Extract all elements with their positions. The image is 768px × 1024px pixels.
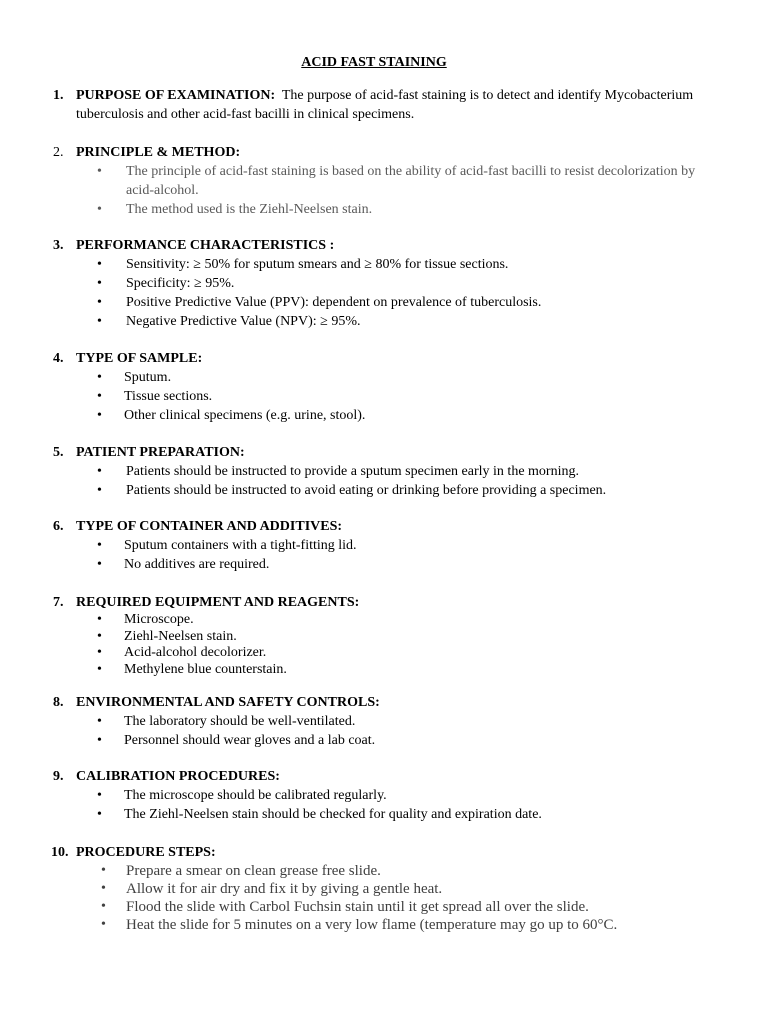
bullet-icon: • xyxy=(97,295,102,310)
section-calibration xyxy=(0,767,768,824)
bullet-icon: • xyxy=(97,612,102,627)
section-title: PROCEDURE STEPS: xyxy=(76,845,216,860)
section-container xyxy=(0,517,768,574)
list-item: • Flood the slide with Carbol Fuchsin stain until it get spread all over the slide. xyxy=(101,899,589,915)
bullet-list xyxy=(0,462,768,500)
bullet-list xyxy=(0,162,768,219)
bullet-icon: • xyxy=(97,202,102,217)
bullet-icon: • xyxy=(97,389,102,404)
section-number: 4. xyxy=(53,351,64,366)
section-title: REQUIRED EQUIPMENT AND REAGENTS: xyxy=(76,595,360,610)
section-title: PATIENT PREPARATION: xyxy=(76,445,245,460)
section-procedure xyxy=(0,843,768,934)
list-item: • Negative Predictive Value (NPV): ≥ 95%. xyxy=(97,314,361,329)
section-number: 2. xyxy=(53,145,64,160)
list-item: • Prepare a smear on clean grease free slide. xyxy=(101,863,381,879)
bullet-icon: • xyxy=(97,164,102,179)
bullet-icon: • xyxy=(97,714,102,729)
list-item: • Ziehl-Neelsen stain. xyxy=(97,628,237,644)
bullet-icon: • xyxy=(97,661,102,677)
bullet-list xyxy=(0,612,768,678)
section-principle xyxy=(0,143,768,219)
section-title: TYPE OF SAMPLE: xyxy=(76,351,203,366)
list-item: • The principle of acid-fast staining is based on the ability of acid-fast bacilli to resist decolorization by acid-alcohol. xyxy=(97,164,696,198)
bullet-icon: • xyxy=(101,899,106,914)
bullet-icon: • xyxy=(97,645,102,660)
section-performance xyxy=(0,236,768,331)
list-item: • Heat the slide for 5 minutes on a very low flame (temperature may go up to 60°C. xyxy=(101,917,618,933)
bullet-list xyxy=(0,862,768,934)
list-item: • No additives are required. xyxy=(97,557,270,572)
bullet-icon: • xyxy=(101,917,106,932)
bullet-icon: • xyxy=(97,733,102,748)
section-number: 10. xyxy=(51,845,69,860)
list-item: • The microscope should be calibrated regularly. xyxy=(97,788,387,803)
bullet-list xyxy=(0,712,768,750)
section-safety xyxy=(0,693,768,750)
bullet-list xyxy=(0,368,768,425)
list-item: • The method used is the Ziehl-Neelsen stain. xyxy=(97,202,373,217)
list-item: • The laboratory should be well-ventilated. xyxy=(97,714,356,729)
list-item: • Other clinical specimens (e.g. urine, stool). xyxy=(97,408,366,423)
bullet-list xyxy=(0,536,768,574)
list-item: • Methylene blue counterstain. xyxy=(97,661,287,677)
list-item: • Sensitivity: ≥ 50% for sputum smears and ≥ 80% for tissue sections. xyxy=(97,257,509,272)
section-equipment xyxy=(0,593,768,678)
section-sample xyxy=(0,349,768,425)
section-number: 9. xyxy=(53,769,64,784)
bullet-icon: • xyxy=(97,538,102,553)
section-number: 6. xyxy=(53,519,64,534)
bullet-icon: • xyxy=(101,863,106,878)
list-item: • Sputum containers with a tight-fitting lid. xyxy=(97,538,357,553)
section-body xyxy=(76,86,696,124)
section-purpose xyxy=(0,86,768,124)
section-title: PERFORMANCE CHARACTERISTICS : xyxy=(76,238,335,253)
list-item: • The Ziehl-Neelsen stain should be checked for quality and expiration date. xyxy=(97,807,542,822)
bullet-icon: • xyxy=(97,370,102,385)
section-text: The purpose of acid-fast staining is to detect and identify Mycobacterium tuberculosis and other acid-fast bacilli in clinical specimens. xyxy=(76,88,694,122)
bullet-icon: • xyxy=(101,881,106,896)
section-number: 8. xyxy=(53,695,64,710)
list-item: • Acid-alcohol decolorizer. xyxy=(97,645,267,660)
bullet-list xyxy=(0,255,768,331)
bullet-icon: • xyxy=(97,483,102,498)
bullet-icon: • xyxy=(97,788,102,803)
list-item: • Tissue sections. xyxy=(97,389,213,404)
bullet-icon: • xyxy=(97,408,102,423)
bullet-icon: • xyxy=(97,464,102,479)
list-item: • Patients should be instructed to avoid eating or drinking before providing a specimen. xyxy=(97,483,607,498)
section-title: ENVIRONMENTAL AND SAFETY CONTROLS: xyxy=(76,695,380,710)
section-title: CALIBRATION PROCEDURES: xyxy=(76,769,280,784)
section-number: 5. xyxy=(53,445,64,460)
bullet-list xyxy=(0,786,768,824)
list-item: • Microscope. xyxy=(97,612,194,627)
document-title: ACID FAST STAINING xyxy=(301,55,447,70)
section-title: PRINCIPLE & METHOD: xyxy=(76,145,241,160)
bullet-icon: • xyxy=(97,257,102,272)
section-number: 7. xyxy=(53,595,64,610)
section-title: PURPOSE OF EXAMINATION: xyxy=(76,88,276,103)
bullet-icon: • xyxy=(97,807,102,822)
list-item: • Personnel should wear gloves and a lab coat. xyxy=(97,733,376,748)
section-number: 1. xyxy=(53,88,64,103)
list-item: • Sputum. xyxy=(97,370,172,385)
bullet-icon: • xyxy=(97,314,102,329)
section-patient-prep xyxy=(0,443,768,500)
bullet-icon: • xyxy=(97,276,102,291)
bullet-icon: • xyxy=(97,628,102,644)
section-number: 3. xyxy=(53,238,64,253)
section-title: TYPE OF CONTAINER AND ADDITIVES: xyxy=(76,519,343,534)
list-item: • Patients should be instructed to provide a sputum specimen early in the morning. xyxy=(97,464,579,479)
list-item: • Positive Predictive Value (PPV): dependent on prevalence of tuberculosis. xyxy=(97,295,542,310)
list-item: • Allow it for air dry and fix it by giving a gentle heat. xyxy=(101,881,443,897)
list-item: • Specificity: ≥ 95%. xyxy=(97,276,235,291)
bullet-icon: • xyxy=(97,557,102,572)
